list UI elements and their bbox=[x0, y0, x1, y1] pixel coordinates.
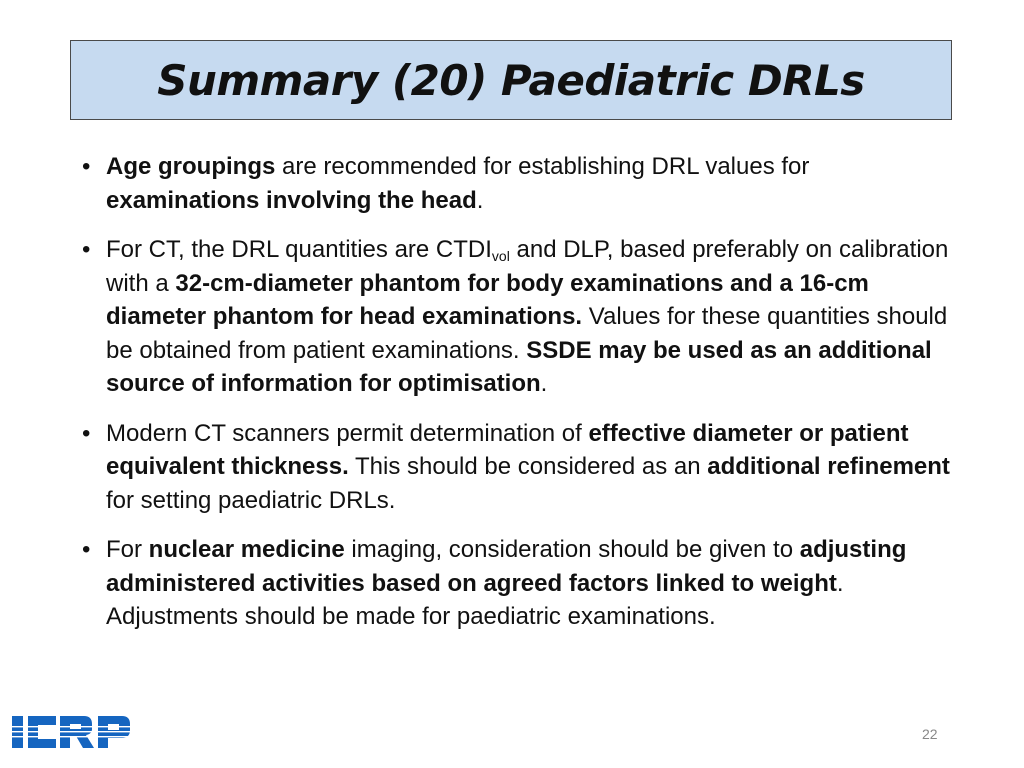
bold-text: 32-cm-diameter phantom for body examinations and a 16-cm diameter phantom for head examinations. bbox=[106, 269, 869, 330]
body-text: For bbox=[106, 536, 149, 563]
bullet-dot-icon: • bbox=[82, 236, 91, 263]
icrp-logo bbox=[12, 714, 130, 750]
body-text: for setting paediatric DRLs. bbox=[106, 486, 396, 514]
body-text: . bbox=[540, 370, 548, 397]
body-text: . Adjustments should be made for paediatric examinations. bbox=[106, 569, 844, 630]
body-text: This should be considered as an bbox=[348, 453, 708, 480]
body-text: and DLP, based preferably on calibration with a bbox=[106, 236, 949, 297]
bold-text: adjusting administered activities based on agreed factors linked to weight bbox=[106, 536, 907, 597]
bold-text: examinations involving the head bbox=[106, 186, 477, 214]
body-text: Values for these quantities should be obtained from patient examinations. bbox=[106, 303, 948, 364]
bullet-item bbox=[80, 533, 960, 634]
body-text: Modern CT scanners permit determination of bbox=[106, 419, 589, 447]
body-text: are recommended for establishing DRL values for bbox=[275, 153, 810, 180]
bold-text: effective diameter or patient equivalent thickness. bbox=[106, 419, 909, 480]
slide-title: Summary (20) Paediatric DRLs bbox=[157, 55, 865, 105]
bullet-dot-icon: • bbox=[82, 419, 91, 447]
bullet-dot-icon: • bbox=[82, 536, 91, 563]
subscript-text: vol bbox=[491, 248, 510, 264]
body-text: . bbox=[476, 186, 484, 214]
bullet-list bbox=[80, 150, 960, 650]
bold-text: nuclear medicine bbox=[148, 536, 345, 563]
bold-text: Age groupings bbox=[106, 153, 276, 180]
body-text: For CT, the DRL quantities are CTDI bbox=[106, 236, 492, 263]
bullet-item bbox=[80, 150, 960, 217]
body-text: imaging, consideration should be given to bbox=[344, 536, 800, 563]
page-number: 22 bbox=[922, 726, 938, 742]
title-banner bbox=[70, 40, 952, 120]
bullet-item bbox=[80, 417, 960, 518]
bold-text: additional refinement bbox=[707, 453, 950, 480]
bullet-dot-icon: • bbox=[82, 153, 91, 180]
bold-text: SSDE may be used as an additional source of information for optimisation bbox=[106, 336, 932, 397]
bullet-item bbox=[80, 233, 960, 401]
